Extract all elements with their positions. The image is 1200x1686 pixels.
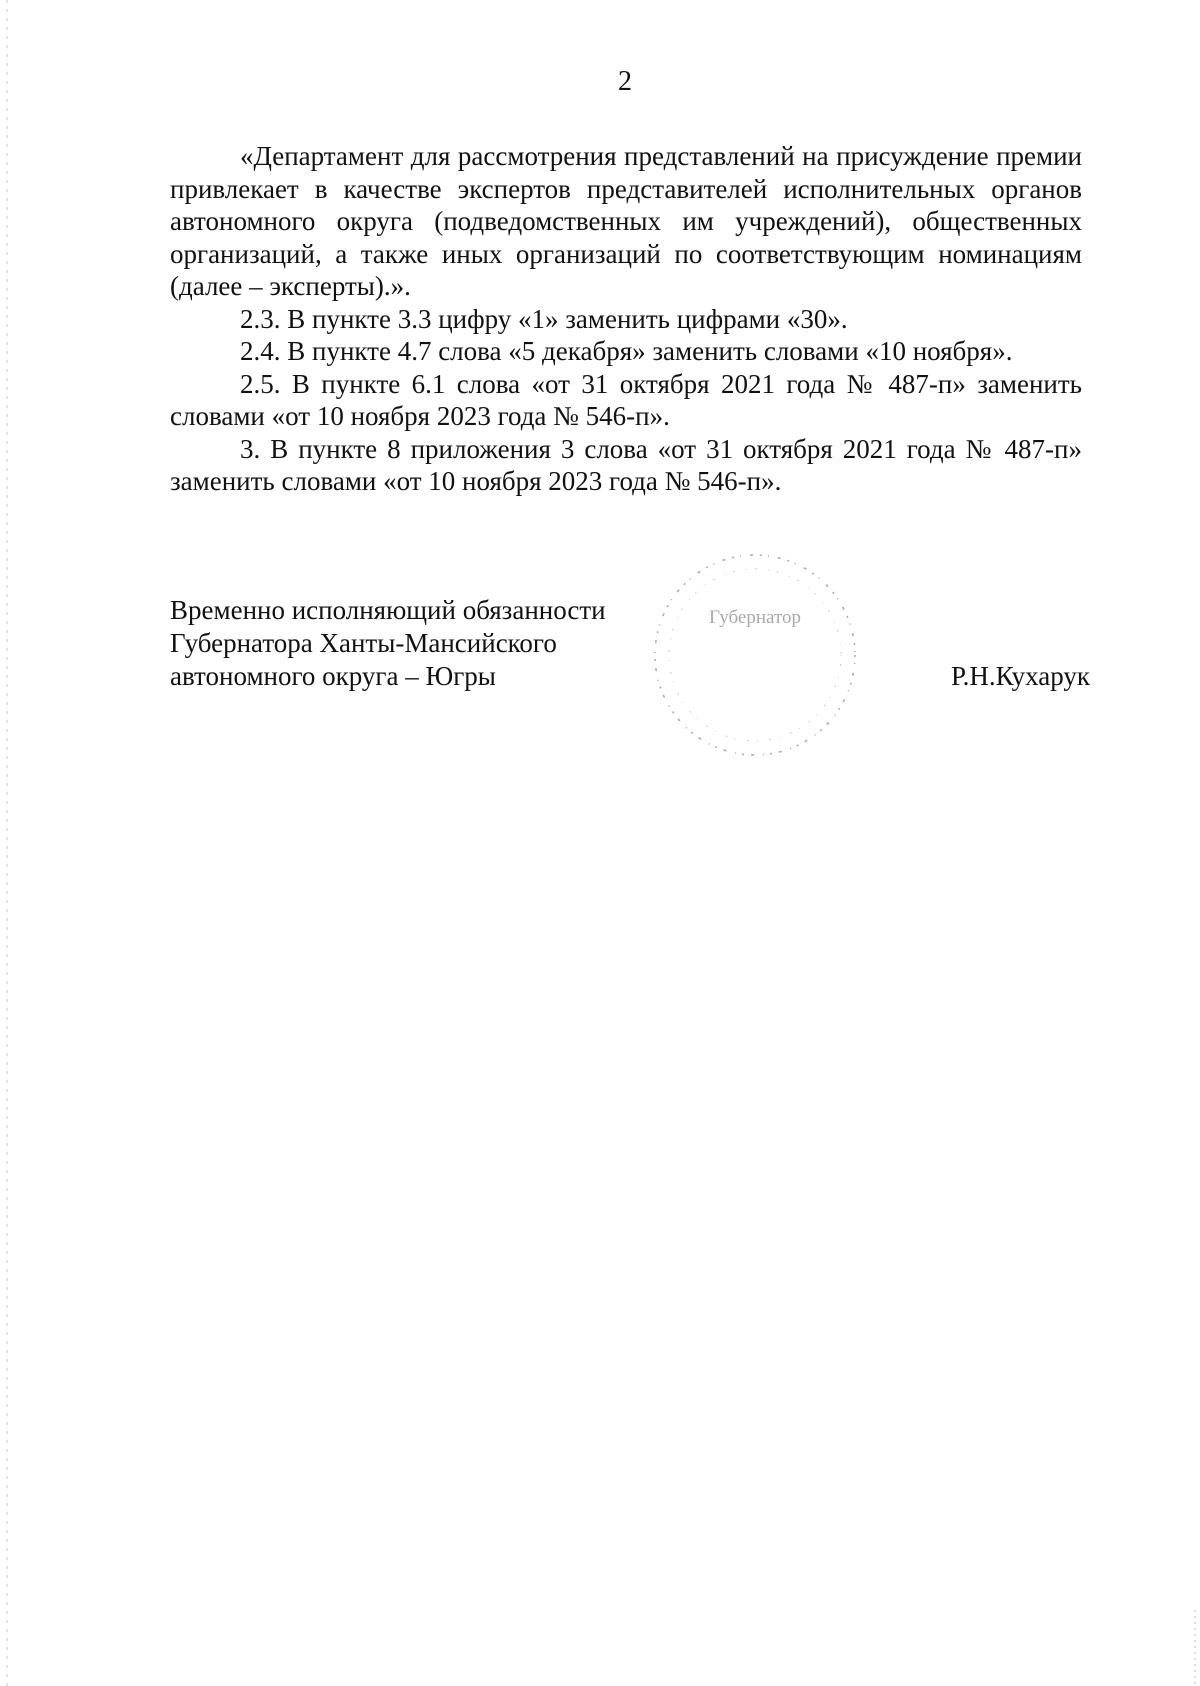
signer-name: Р.Н.Кухарук xyxy=(950,661,1090,691)
signature-block xyxy=(170,594,1090,693)
stamp-text: Губернатор xyxy=(708,607,802,628)
document-body xyxy=(170,140,1082,498)
paragraph-2-5: 2.5. В пункте 6.1 слова «от 31 октября 2021 года № 487-п» заменить словами «от 10 ноября 2023 года № 546-п». xyxy=(170,368,1082,431)
signer-title: Временно исполняющий обязанности Губернатора Ханты-Мансийского автономного округа – Югры xyxy=(170,595,606,691)
paragraph-department-experts: «Департамент для рассмотрения представлений на присуждение премии привлекает в качестве экспертов представителей исполнительных органов автономного округа (подведомственных им учреждений), общественных организаций, а также иных организаций по соответствующим номинациям (далее – эксперты).». xyxy=(170,141,1082,301)
paragraph-3: 3. В пункте 8 приложения 3 слова «от 31 октября 2021 года № 487-п» заменить словами «от 10 ноября 2023 года № 546-п». xyxy=(170,433,1082,496)
scan-edge-left xyxy=(6,0,8,1686)
paragraph-2-4: 2.4. В пункте 4.7 слова «5 декабря» заменить словами «10 ноября». xyxy=(240,336,1013,366)
page-number: 2 xyxy=(618,66,632,97)
paragraph-2-3: 2.3. В пункте 3.3 цифру «1» заменить цифрами «30». xyxy=(240,303,848,334)
scan-edge-right xyxy=(1194,1610,1196,1686)
